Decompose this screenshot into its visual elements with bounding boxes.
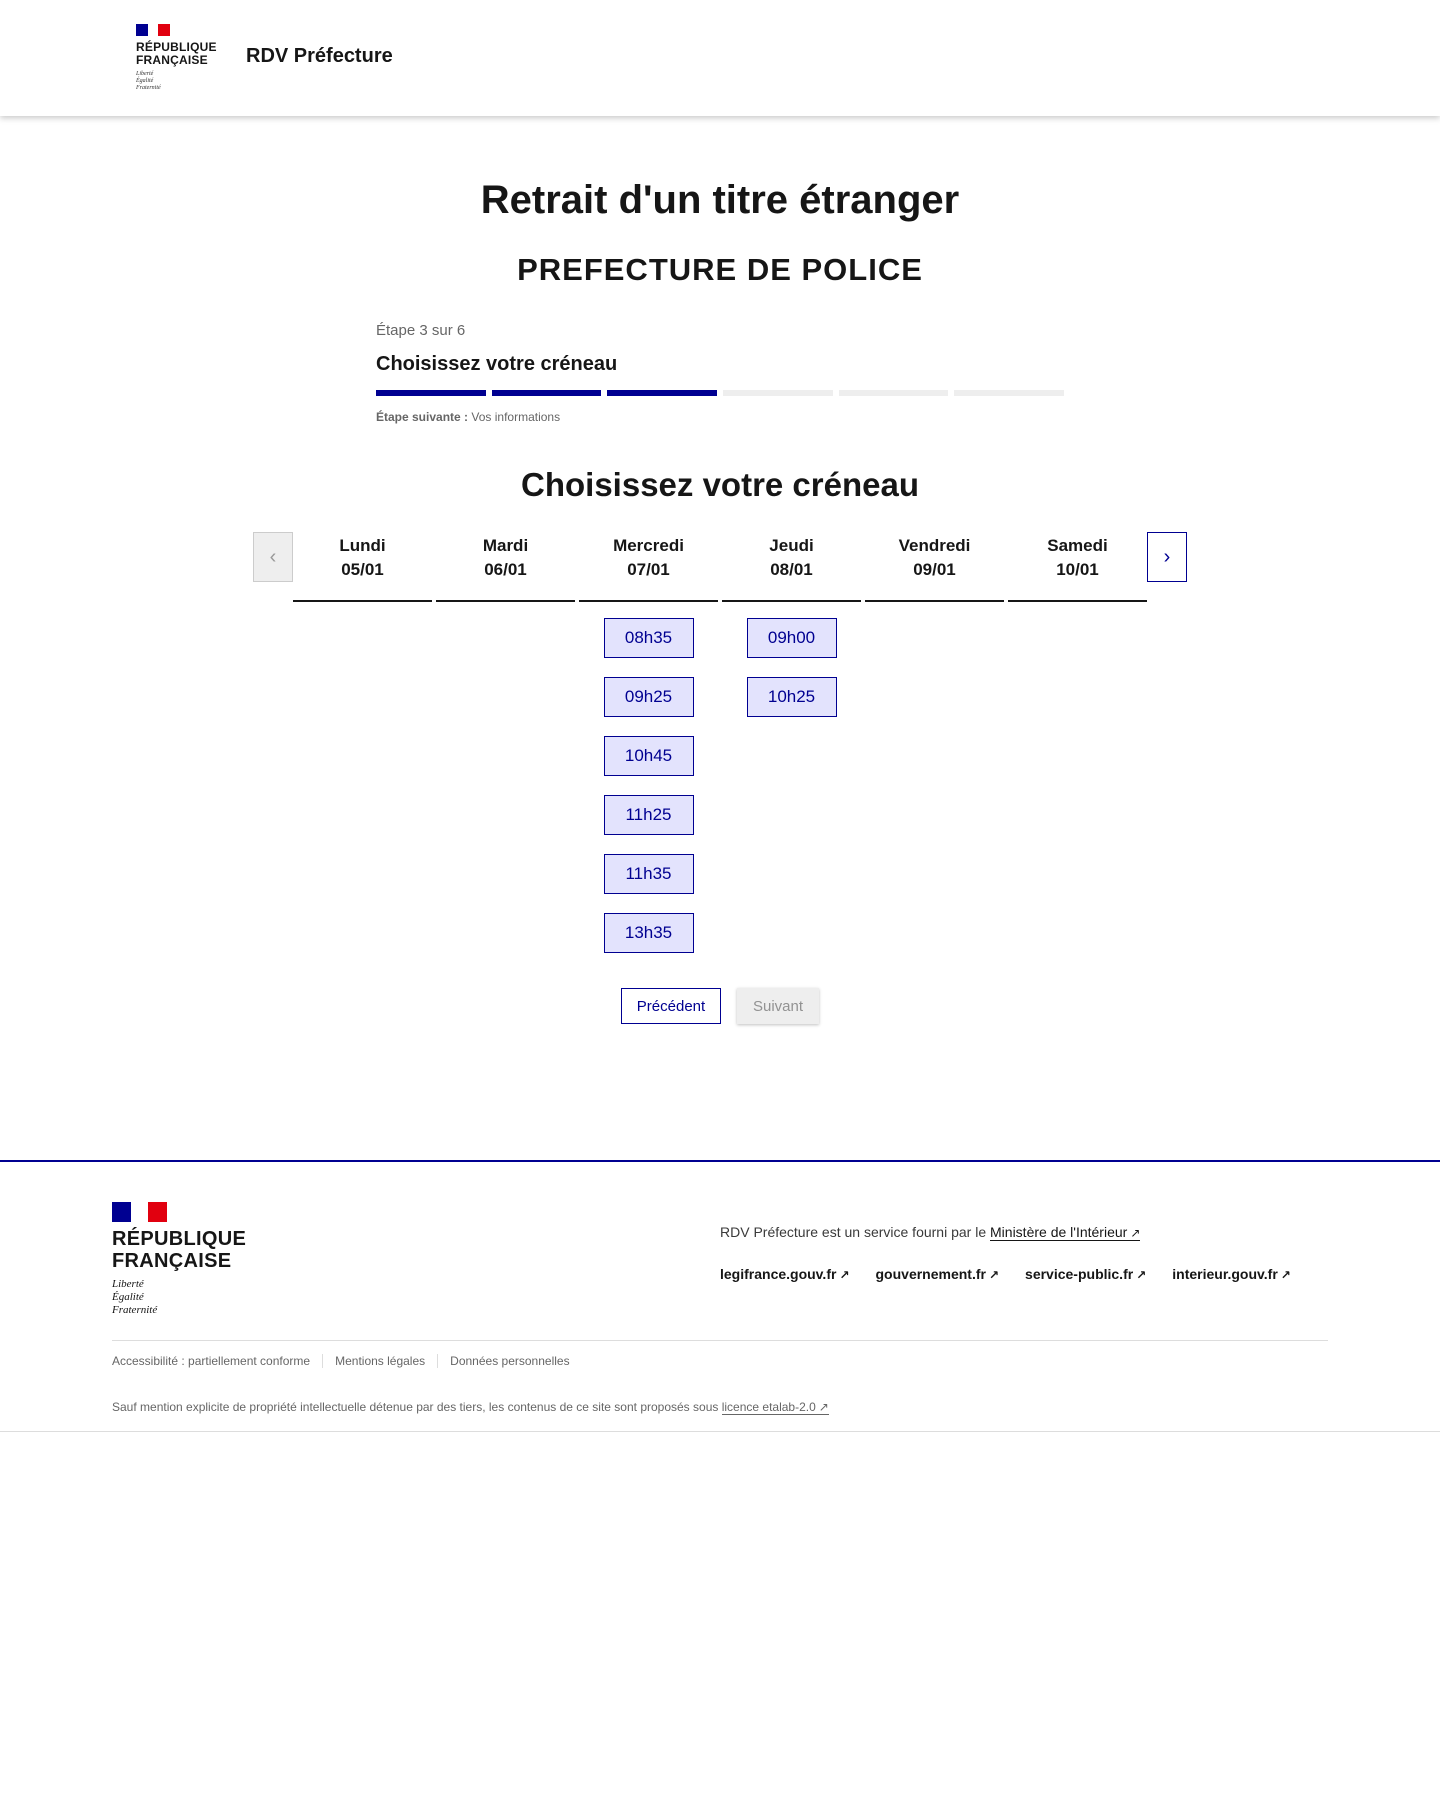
time-slot-button[interactable]: 10h25 xyxy=(747,677,837,717)
footer-logo-motto: Liberté Égalité Fraternité xyxy=(112,1278,158,1316)
licence-etalab-link[interactable]: licence etalab-2.0 ↗ xyxy=(721,1400,829,1414)
slot-list xyxy=(436,602,575,618)
external-link-icon: ↗ xyxy=(988,1268,1000,1282)
day-column xyxy=(722,532,861,953)
day-column xyxy=(1008,532,1147,953)
chevron-right-icon: › xyxy=(1163,545,1171,568)
external-link-icon: ↗ xyxy=(818,1400,829,1414)
footer-link[interactable]: service-public.fr ↗ xyxy=(1025,1266,1147,1282)
stepper xyxy=(376,322,1064,424)
day-name: Samedi xyxy=(1047,536,1108,555)
day-name: Vendredi xyxy=(898,536,971,555)
day-name: Mardi xyxy=(482,536,529,555)
day-column xyxy=(293,532,432,953)
step-progress-bars xyxy=(376,390,1064,396)
chevron-left-icon: ‹ xyxy=(269,545,277,568)
next-button-disabled[interactable]: Suivant xyxy=(737,988,819,1024)
logo-title: RÉPUBLIQUE FRANÇAISE xyxy=(136,40,217,67)
day-header xyxy=(293,532,432,602)
time-slot-button[interactable]: 11h35 xyxy=(604,854,694,894)
ministere-interieur-link[interactable]: Ministère de l'Intérieur ↗ xyxy=(990,1224,1141,1240)
next-step-info xyxy=(376,410,1064,424)
day-date: 06/01 xyxy=(484,560,527,579)
days-grid xyxy=(293,532,1147,953)
time-slot-button[interactable]: 09h25 xyxy=(604,677,694,717)
time-slot-button[interactable]: 10h45 xyxy=(604,736,694,776)
french-flag-icon xyxy=(112,1202,167,1222)
footer-republique-francaise-logo[interactable] xyxy=(112,1202,246,1317)
next-step-value: Vos informations xyxy=(471,410,561,424)
day-date: 10/01 xyxy=(1056,560,1099,579)
external-link-icon: ↗ xyxy=(839,1268,850,1282)
day-column xyxy=(865,532,1004,953)
footer-external-links xyxy=(720,1266,1291,1282)
footer-bottom-link[interactable]: Accessibilité : partiellement conforme xyxy=(112,1354,311,1368)
slot-list xyxy=(722,602,861,717)
republique-francaise-logo[interactable] xyxy=(136,24,220,92)
step-count: Étape 3 sur 6 xyxy=(376,322,466,339)
footer-divider xyxy=(112,1340,1328,1341)
previous-days-button[interactable] xyxy=(253,532,293,582)
step-bar-1 xyxy=(376,390,486,396)
day-column xyxy=(579,532,718,953)
day-date: 09/01 xyxy=(913,560,956,579)
site-header xyxy=(0,0,1440,116)
footer-description: RDV Préfecture est un service fourni par le Ministère de l'Intérieur ↗ xyxy=(720,1224,1141,1240)
step-bar-3 xyxy=(607,390,717,396)
time-slot-button[interactable]: 13h35 xyxy=(604,913,694,953)
day-header xyxy=(436,532,575,602)
footer-license: Sauf mention explicite de propriété intellectuelle détenue par des tiers, les contenus de ce site sont proposés sous licence etalab-2.0 ↗ xyxy=(112,1400,829,1414)
next-days-button[interactable] xyxy=(1147,532,1187,582)
footer-link[interactable]: interieur.gouv.fr ↗ xyxy=(1172,1266,1291,1282)
footer-logo-title: RÉPUBLIQUE FRANÇAISE xyxy=(112,1228,247,1272)
service-name-link[interactable]: RDV Préfecture xyxy=(246,45,393,67)
day-name: Lundi xyxy=(339,536,386,555)
external-link-icon: ↗ xyxy=(1130,1226,1141,1240)
slots-section-title: Choisissez votre créneau xyxy=(521,466,919,503)
external-link-icon: ↗ xyxy=(1136,1268,1147,1282)
step-bar-4 xyxy=(723,390,833,396)
day-header xyxy=(865,532,1004,602)
step-bar-2 xyxy=(492,390,602,396)
day-header xyxy=(1008,532,1147,602)
footer-bottom-links xyxy=(112,1354,582,1368)
previous-button[interactable]: Précédent xyxy=(621,988,721,1024)
time-slot-button[interactable]: 09h00 xyxy=(747,618,837,658)
footer-bottom-link[interactable]: Mentions légales xyxy=(322,1354,437,1368)
day-name: Mercredi xyxy=(613,536,684,555)
next-step-label: Étape suivante : xyxy=(376,410,469,424)
form-actions xyxy=(0,988,1440,1024)
page-subtitle: PREFECTURE DE POLICE xyxy=(517,252,923,287)
step-bar-5 xyxy=(839,390,949,396)
day-column xyxy=(436,532,575,953)
logo-motto: Liberté Égalité Fraternité xyxy=(136,71,161,91)
site-footer xyxy=(0,1160,1440,1432)
time-slot-button[interactable]: 11h25 xyxy=(604,795,694,835)
slot-list xyxy=(1008,602,1147,618)
day-header xyxy=(722,532,861,602)
french-flag-icon xyxy=(136,24,170,36)
step-title: Choisissez votre créneau xyxy=(376,353,618,375)
footer-link[interactable]: gouvernement.fr ↗ xyxy=(875,1266,1000,1282)
time-slot-button[interactable]: 08h35 xyxy=(604,618,694,658)
external-link-icon: ↗ xyxy=(1280,1268,1291,1282)
slot-list xyxy=(293,602,432,618)
day-name: Jeudi xyxy=(769,536,814,555)
day-date: 07/01 xyxy=(627,560,670,579)
day-date: 08/01 xyxy=(770,560,813,579)
slot-list xyxy=(865,602,1004,618)
slot-list xyxy=(579,602,718,953)
day-date: 05/01 xyxy=(341,560,384,579)
footer-bottom-link[interactable]: Données personnelles xyxy=(437,1354,581,1368)
footer-link[interactable]: legifrance.gouv.fr ↗ xyxy=(720,1266,850,1282)
step-bar-6 xyxy=(954,390,1064,396)
page-title: Retrait d'un titre étranger xyxy=(480,178,960,222)
day-header xyxy=(579,532,718,602)
